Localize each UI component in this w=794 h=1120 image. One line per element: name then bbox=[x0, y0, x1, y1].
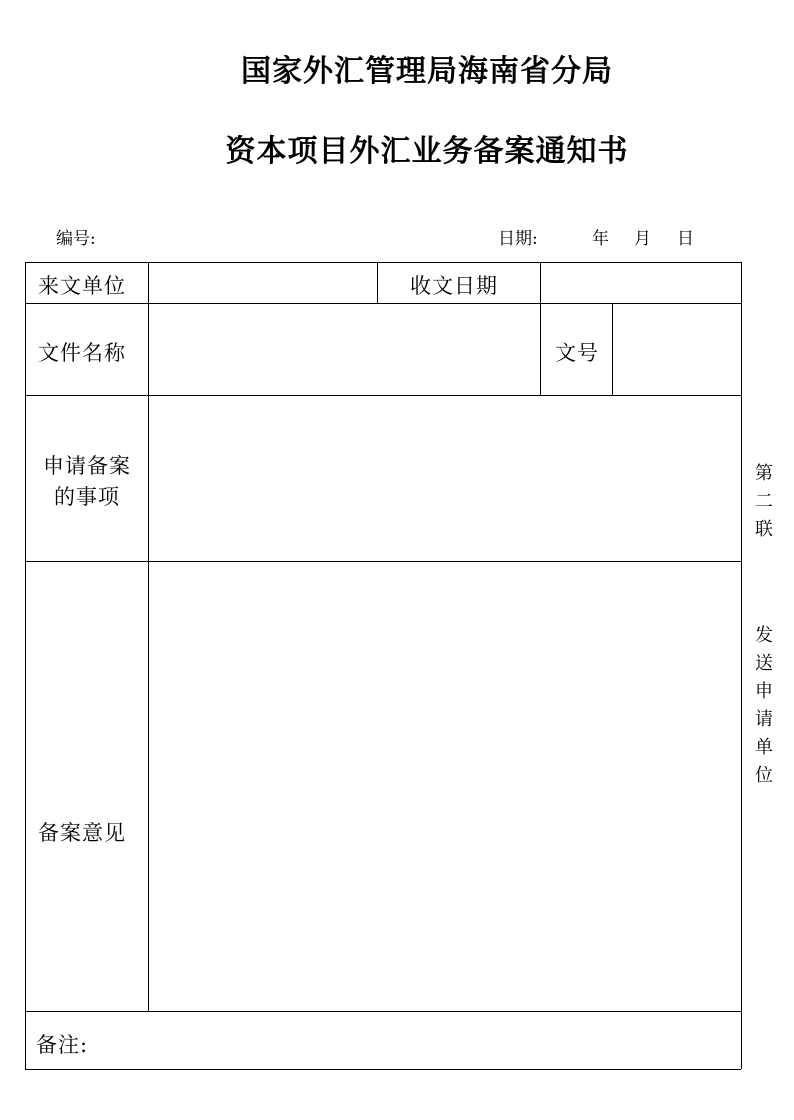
table-label-column-divider bbox=[148, 262, 149, 1011]
date-year-label: 年 bbox=[592, 229, 609, 249]
table-column-divider bbox=[540, 262, 541, 395]
document-title-line1: 国家外汇管理局海南省分局 bbox=[241, 54, 613, 89]
filing-opinion-label: 备案意见 bbox=[38, 821, 126, 845]
date-label: 日期: bbox=[498, 229, 538, 249]
table-border-left bbox=[25, 262, 26, 1069]
filing-matters-label-line1: 申请备案 bbox=[43, 454, 131, 478]
copy-number-note: 第 二 联 bbox=[755, 463, 773, 540]
date-day-label: 日 bbox=[677, 229, 694, 249]
remarks-label: 备注: bbox=[36, 1033, 89, 1057]
document-number-label: 文号 bbox=[555, 341, 599, 365]
filing-matters-field[interactable] bbox=[150, 396, 740, 560]
receive-date-label: 收文日期 bbox=[410, 274, 498, 298]
table-border-right bbox=[741, 262, 742, 1069]
table-border-bottom bbox=[25, 1069, 741, 1070]
incoming-unit-label: 来文单位 bbox=[38, 274, 126, 298]
filing-opinion-field[interactable] bbox=[150, 562, 740, 1010]
date-month-label: 月 bbox=[634, 229, 651, 249]
table-column-divider bbox=[377, 262, 378, 303]
receive-date-field[interactable] bbox=[542, 263, 740, 303]
document-title-line2: 资本项目外汇业务备案通知书 bbox=[225, 134, 629, 169]
document-name-field[interactable] bbox=[150, 304, 539, 394]
incoming-unit-field[interactable] bbox=[150, 263, 376, 303]
serial-number-label: 编号: bbox=[56, 229, 96, 249]
filing-matters-label-line2: 的事项 bbox=[54, 485, 120, 509]
document-number-field[interactable] bbox=[614, 304, 740, 394]
recipient-note: 发 送 申 请 单 位 bbox=[755, 625, 773, 786]
remarks-field[interactable] bbox=[100, 1012, 740, 1068]
document-name-label: 文件名称 bbox=[38, 341, 126, 365]
table-column-divider bbox=[612, 303, 613, 395]
